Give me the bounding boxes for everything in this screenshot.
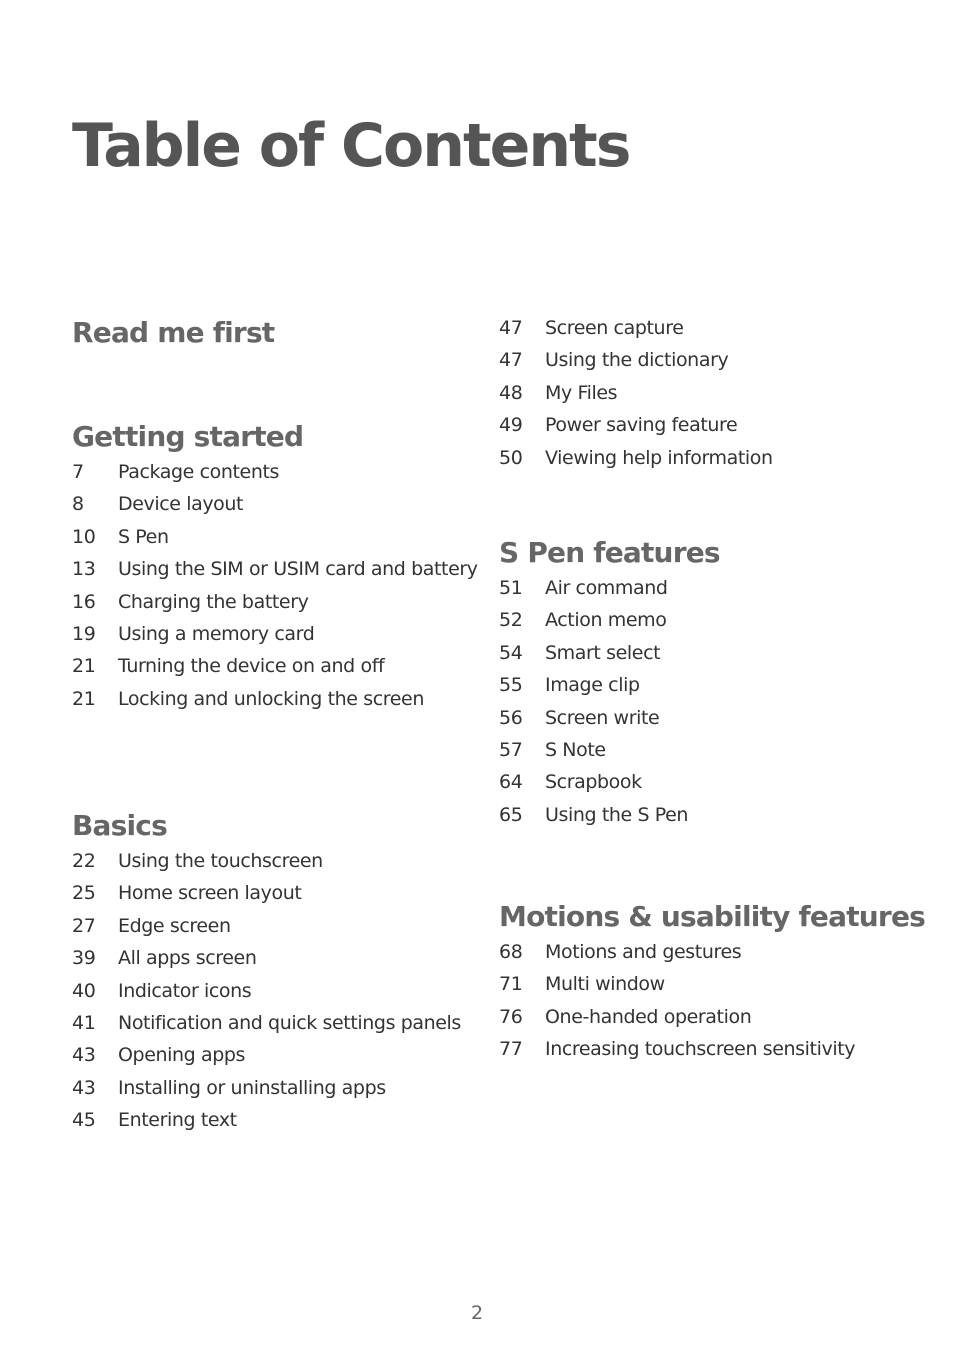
- toc-entry[interactable]: [499, 576, 939, 601]
- toc-entry-page: 47: [499, 317, 523, 339]
- toc-entry-text: Locking and unlocking the screen: [118, 687, 424, 710]
- toc-entry[interactable]: [72, 525, 512, 550]
- toc-entry-text: Installing or uninstalling apps: [118, 1076, 386, 1099]
- toc-entry[interactable]: [499, 972, 939, 997]
- toc-entry[interactable]: [72, 946, 512, 971]
- toc-entry-page: 43: [72, 1076, 96, 1099]
- toc-entry-page: 21: [72, 655, 96, 678]
- toc-entry-page: 77: [499, 1038, 523, 1061]
- section-heading[interactable]: Motions & usability features: [499, 900, 925, 933]
- toc-entry[interactable]: [499, 1005, 939, 1030]
- toc-entry[interactable]: [72, 914, 512, 939]
- toc-entry-page: 25: [72, 882, 96, 905]
- toc-entry[interactable]: [499, 673, 939, 698]
- toc-entry-text: Increasing touchscreen sensitivity: [545, 1038, 856, 1061]
- toc-entry-page: 65: [499, 803, 523, 826]
- toc-entry-text: Image clip: [545, 674, 640, 697]
- toc-entry-text: Screen write: [545, 706, 660, 729]
- toc-entry-page: 48: [499, 381, 523, 404]
- toc-entry[interactable]: [72, 1011, 512, 1036]
- toc-entry-page: 49: [499, 414, 523, 437]
- toc-entry-text: Multi window: [545, 973, 665, 996]
- toc-entry-page: 16: [72, 590, 96, 613]
- toc-entry[interactable]: [499, 803, 939, 828]
- toc-entry[interactable]: [72, 849, 512, 874]
- page-title: Table of Contents: [72, 111, 630, 181]
- toc-entry-text: Package contents: [118, 461, 280, 483]
- toc-entry[interactable]: [499, 738, 939, 763]
- section-heading[interactable]: Read me first: [72, 316, 275, 349]
- toc-entry-text: Smart select: [545, 641, 661, 664]
- toc-entry[interactable]: [72, 557, 512, 582]
- section-getting-started: [72, 420, 512, 719]
- toc-entry-text: Charging the battery: [118, 590, 309, 613]
- toc-entry[interactable]: [499, 706, 939, 731]
- toc-entry-text: All apps screen: [118, 947, 257, 970]
- toc-entry-page: 68: [499, 941, 523, 963]
- toc-entry-page: 8: [72, 493, 84, 516]
- toc-entry-page: 56: [499, 706, 523, 729]
- toc-entry-text: Screen capture: [545, 317, 684, 339]
- toc-entry-text: My Files: [545, 381, 618, 404]
- section-basics-continued: [499, 316, 939, 478]
- section-heading[interactable]: Basics: [72, 809, 167, 842]
- toc-entry[interactable]: [72, 881, 512, 906]
- section-heading[interactable]: Getting started: [72, 420, 304, 453]
- toc-entry-page: 41: [72, 1011, 96, 1034]
- toc-entry[interactable]: [499, 641, 939, 666]
- toc-entry[interactable]: [72, 590, 512, 615]
- toc-entry[interactable]: [72, 622, 512, 647]
- toc-entry-text: S Pen: [118, 525, 169, 548]
- toc-entry-text: Action memo: [545, 609, 667, 632]
- toc-entry[interactable]: [72, 687, 512, 712]
- toc-entry[interactable]: [72, 979, 512, 1004]
- section-motions-usability: [499, 900, 939, 1070]
- toc-entry[interactable]: [72, 460, 512, 485]
- toc-entry-page: 51: [499, 577, 523, 599]
- toc-entry-page: 57: [499, 738, 523, 761]
- section-read-me-first: [72, 316, 512, 350]
- entry-list: [499, 316, 939, 471]
- toc-entry-page: 50: [499, 446, 523, 469]
- entry-list: [72, 849, 512, 1133]
- toc-entry-page: 55: [499, 674, 523, 697]
- toc-entry-page: 64: [499, 771, 523, 794]
- toc-entry-page: 54: [499, 641, 523, 664]
- toc-entry[interactable]: [499, 348, 939, 373]
- toc-entry-text: Using a memory card: [118, 622, 315, 645]
- toc-entry-page: 27: [72, 914, 96, 937]
- toc-entry-page: 76: [499, 1005, 523, 1028]
- section-basics: [72, 809, 512, 1141]
- section-s-pen-features: [499, 536, 939, 835]
- toc-entry[interactable]: [499, 446, 939, 471]
- toc-entry-text: S Note: [545, 738, 606, 761]
- toc-entry-text: Using the dictionary: [545, 349, 729, 372]
- toc-entry-text: Opening apps: [118, 1044, 246, 1067]
- toc-entry[interactable]: [72, 1043, 512, 1068]
- entry-list: [499, 576, 939, 828]
- toc-entry-text: Device layout: [118, 493, 244, 516]
- toc-entry[interactable]: [499, 1037, 939, 1062]
- toc-entry-text: Notification and quick settings panels: [118, 1011, 461, 1034]
- toc-entry-text: Home screen layout: [118, 882, 302, 905]
- toc-entry-page: 7: [72, 461, 84, 483]
- toc-entry-text: Power saving feature: [545, 414, 738, 437]
- toc-entry-text: Edge screen: [118, 914, 231, 937]
- toc-entry-text: Using the SIM or USIM card and battery: [118, 558, 478, 581]
- toc-entry-page: 19: [72, 622, 96, 645]
- page-number: 2: [470, 1302, 484, 1324]
- toc-entry-text: Motions and gestures: [545, 941, 742, 963]
- toc-entry-page: 71: [499, 973, 523, 996]
- toc-entry-page: 21: [72, 687, 96, 710]
- toc-entry-text: Scrapbook: [545, 771, 642, 794]
- entry-list: [499, 940, 939, 1062]
- toc-entry[interactable]: [499, 413, 939, 438]
- toc-entry[interactable]: [72, 1108, 512, 1133]
- toc-entry-text: Air command: [545, 577, 668, 599]
- toc-entry-text: Using the touchscreen: [118, 850, 323, 872]
- toc-entry-text: Turning the device on and off: [118, 655, 385, 678]
- toc-entry-page: 40: [72, 979, 96, 1002]
- entry-list: [72, 460, 512, 712]
- section-heading[interactable]: S Pen features: [499, 536, 720, 569]
- toc-entry-text: Using the S Pen: [545, 803, 689, 826]
- toc-entry-text: Entering text: [118, 1109, 237, 1132]
- toc-entry-page: 13: [72, 558, 96, 581]
- toc-entry-text: Indicator icons: [118, 979, 252, 1002]
- toc-entry[interactable]: [72, 654, 512, 679]
- toc-entry-page: 10: [72, 525, 96, 548]
- toc-entry[interactable]: [499, 940, 939, 965]
- toc-entry[interactable]: [72, 492, 512, 517]
- toc-entry-page: 47: [499, 349, 523, 372]
- toc-entry-page: 39: [72, 947, 96, 970]
- toc-entry[interactable]: [499, 381, 939, 406]
- toc-entry-page: 22: [72, 850, 96, 872]
- toc-entry[interactable]: [499, 316, 939, 341]
- toc-entry-page: 52: [499, 609, 523, 632]
- toc-entry[interactable]: [499, 770, 939, 795]
- toc-entry[interactable]: [72, 1076, 512, 1101]
- toc-entry-text: One-handed operation: [545, 1005, 752, 1028]
- toc-entry[interactable]: [499, 608, 939, 633]
- toc-entry-page: 43: [72, 1044, 96, 1067]
- toc-entry-page: 45: [72, 1109, 96, 1132]
- toc-entry-text: Viewing help information: [545, 446, 773, 469]
